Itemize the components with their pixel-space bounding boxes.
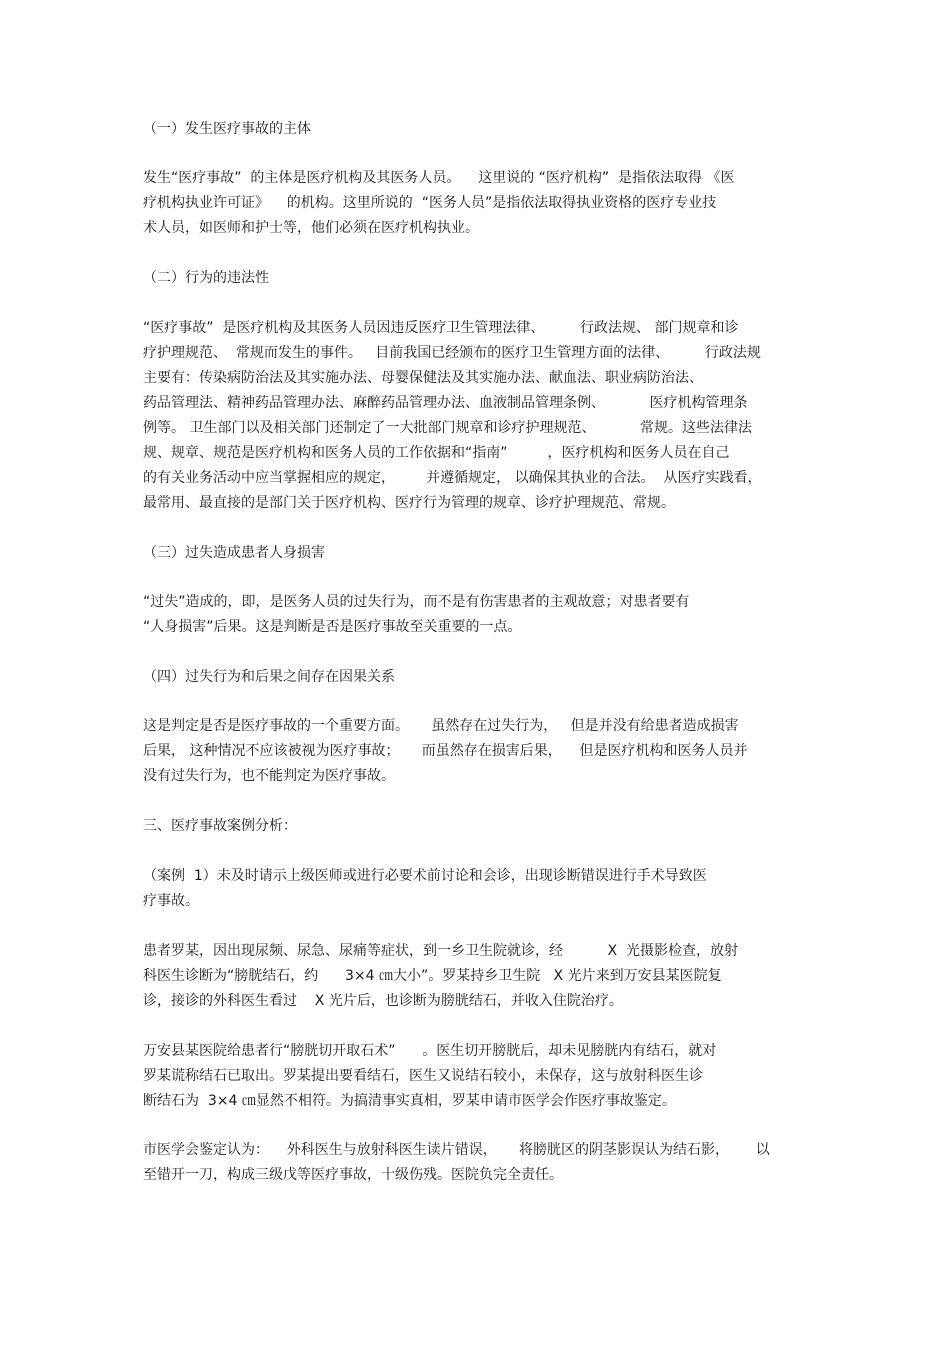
text-line: 规、规章、规范是医疗机构和医务人员的工作依据和“指南” ，医疗机构和医务人员在自己 — [143, 445, 730, 461]
text-line: 后果， 这种情况不应该被视为医疗事故； 而虽然存在损害后果， 但是医疗机构和医务人员并 — [143, 743, 748, 759]
text-line: 市医学会鉴定认为： 外科医生与放射科医生读片错误， 将膀胱区的阴茎影误认为结石影， 以 — [143, 1142, 770, 1158]
text-line: 药品管理法、精神药品管理办法、麻醉药品管理办法、血液制品管理条例、 医疗机构管理条 — [143, 395, 748, 411]
text-line: “人身损害”后果。这是判断是否是医疗事故至关重要的一点。 — [143, 619, 522, 635]
heading-3 — [143, 541, 813, 566]
text-line: 发生“医疗事故” 的主体是医疗机构及其医务人员。 这里说的 “医疗机构” 是指依法取得 《医 — [143, 170, 735, 186]
text-line: 万安县某医院给患者行“膀胱切开取石术” 。医生切开膀胱后，却未见膀胱内有结石，就对 — [143, 1043, 717, 1059]
paragraph-1 — [143, 166, 813, 241]
paragraph-8 — [143, 1138, 813, 1188]
heading-2 — [143, 266, 813, 291]
text-line: 疗机构执业许可证》 的机构。这里所说的 “医务人员”是指依法取得执业资格的医疗专业技 — [143, 195, 717, 211]
text-line: 患者罗某，因出现尿频、尿急、尿痛等症状，到一乡卫生院就诊，经 X 光摄影检查，放射 — [143, 943, 738, 959]
text-line: 罗某谎称结石已取出。罗某提出要看结石，医生又说结石较小，未保存，这与放射科医生诊 — [143, 1068, 703, 1084]
heading-4 — [143, 665, 813, 690]
text-line: 科医生诊断为“膀胱结石，约 3×4 ㎝大小”。罗某持乡卫生院 X 光片来到万安县某医院复 — [143, 968, 722, 984]
text-line: 断结石为 3×4 ㎝显然不相符。为搞清事实真相，罗某申请市医学会作医疗事故鉴定。 — [143, 1093, 676, 1109]
paragraph-5 — [143, 864, 813, 914]
text-line: （三）过失造成患者人身损害 — [143, 545, 325, 561]
text-line: （一）发生医疗事故的主体 — [143, 121, 311, 137]
text-line: 主要有：传染病防治法及其实施办法、母婴保健法及其实施办法、献血法、职业病防治法、 — [143, 370, 703, 386]
text-line: 术人员，如医师和护士等，他们必须在医疗机构执业。 — [143, 220, 479, 236]
text-line: 三、医疗事故案例分析： — [143, 818, 297, 834]
text-line: （二）行为的违法性 — [143, 270, 269, 286]
text-line: 没有过失行为，也不能判定为医疗事故。 — [143, 768, 395, 784]
text-line: 最常用、最直接的是部门关于医疗机构、医疗行为管理的规章、诊疗护理规范、常规。 — [143, 495, 675, 511]
text-line: 的有关业务活动中应当掌握相应的规定， 并遵循规定， 以确保其执业的合法。 从医疗实践看， — [143, 470, 762, 486]
paragraph-3 — [143, 590, 813, 640]
paragraph-2 — [143, 316, 813, 516]
text-line: 这是判定是否是医疗事故的一个重要方面。 虽然存在过失行为， 但是并没有给患者造成损害 — [143, 718, 739, 734]
heading-1 — [143, 117, 813, 142]
text-line: 例等。 卫生部门以及相关部门还制定了一大批部门规章和诊疗护理规范、 常规。这些法律法 — [143, 420, 752, 436]
paragraph-4 — [143, 714, 813, 789]
heading-5 — [143, 814, 813, 839]
text-line: 诊，接诊的外科医生看过 X 光片后，也诊断为膀胱结石，并收入住院治疗。 — [143, 993, 623, 1009]
text-line: 至错开一刀，构成三级戊等医疗事故，十级伤残。医院负完全责任。 — [143, 1167, 563, 1183]
text-line: （案例 1）未及时请示上级医师或进行必要术前讨论和会诊，出现诊断错误进行手术导致医 — [143, 868, 707, 884]
text-line: 疗事故。 — [143, 893, 199, 909]
text-line: 疗护理规范、 常规而发生的事件。 目前我国已经颁布的医疗卫生管理方面的法律、 行政法规 — [143, 345, 761, 361]
paragraph-6 — [143, 939, 813, 1014]
text-line: “过失”造成的，即，是医务人员的过失行为，而不是有伤害患者的主观故意；对患者要有 — [143, 594, 690, 610]
text-line: （四）过失行为和后果之间存在因果关系 — [143, 669, 395, 685]
text-line: “医疗事故” 是医疗机构及其医务人员因违反医疗卫生管理法律、 行政法规、 部门规章和诊 — [143, 320, 739, 336]
paragraph-7 — [143, 1039, 813, 1114]
